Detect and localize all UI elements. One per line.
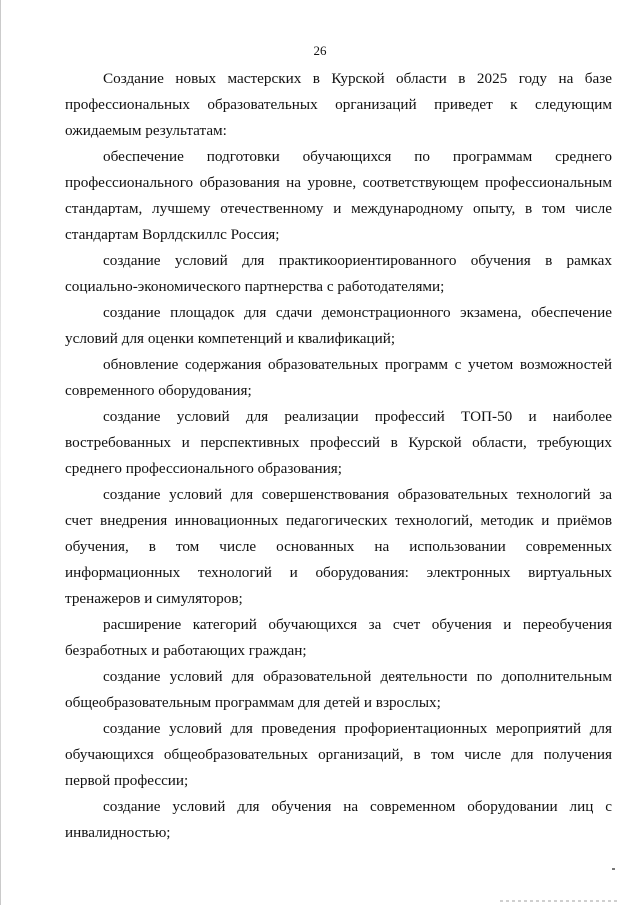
result-item: создание условий для реализации профессий ТОП-50 и наиболее востребованных и перспективных профессий в Курской области, требующих среднего профессионального образования; [65,408,612,477]
result-item: обновление содержания образовательных программ с учетом возможностей современного оборудования; [65,356,612,399]
page-number: 26 [313,43,327,58]
result-item: создание условий для обучения на современном оборудовании лиц с инвалидностью; [65,798,612,841]
result-item: создание условий для проведения профориентационных мероприятий для обучающихся общеобразовательных организаций, в том числе для получения первой профессии; [65,720,612,789]
scan-edge [0,0,1,905]
result-item: создание условий для совершенствования образовательных технологий за счет внедрения инновационных педагогических технологий, методик и приёмов обучения, в том числе основанных на использовании современных информационных технологий и оборудования: электронных виртуальных тренажеров и симуляторов; [65,486,612,607]
result-item: создание площадок для сдачи демонстрационного экзамена, обеспечение условий для оценки компетенций и квалификаций; [65,304,612,347]
result-item: создание условий для практикоориентированного обучения в рамках социально-экономического партнерства с работодателями; [65,252,612,295]
scan-artifact [500,900,620,902]
intro-paragraph: Создание новых мастерских в Курской области в 2025 году на базе профессиональных образовательных организаций приведет к следующим ожидаемым результатам: [65,70,612,139]
result-item: обеспечение подготовки обучающихся по программам среднего профессионального образования на уровне, соответствующем профессиональным стандартам, лучшему отечественному и международному опыту, в том числе стандартам Ворлдскиллс Россия; [65,148,612,243]
result-item: расширение категорий обучающихся за счет обучения и переобучения безработных и работающих граждан; [65,616,612,659]
document-body [65,66,612,846]
result-item: создание условий для образовательной деятельности по дополнительным общеобразовательным программам для детей и взрослых; [65,668,612,711]
scan-speck [612,868,615,870]
